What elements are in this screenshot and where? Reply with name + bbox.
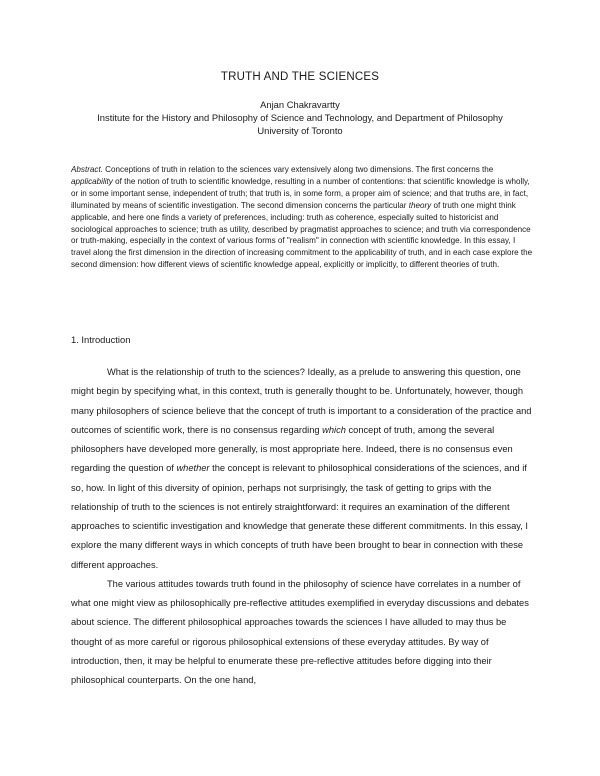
abstract	[71, 164, 534, 271]
abstract-text: of the notion of truth to scientific knowledge, resulting in a number of contentions: that scientific knowledge is wholly, or in some important sense, independent of truth; that truth is, in some form, a proper aim of science; and that truths are, in fact, illuminated by means of scientific investigation. The second dimension concerns the particular	[71, 176, 530, 210]
paragraph-text: the concept is relevant to philosophical considerations of the sciences, and if so, how. In light of this diversity of opinion, perhaps not surprisingly, the task of getting to grips with the relationship of truth to the sciences is not entirely straightforward: it requires an examination of the different approaches to scientific investigation and knowledge that generate these different commitments. In this essay, I explore the many different ways in which concepts of truth have been brought to bear in connection with these different approaches.	[71, 463, 529, 570]
paragraph-emphasis: whether	[176, 463, 210, 474]
paragraph-text: What is the relationship of truth to the sciences? Ideally, as a prelude to answering this question, one might begin by specifying what, in this context, truth is generally thought to be. Unfortunately, however, though many philosophers of science believe that the concept of truth is important to a consideration of the practice and outcomes of scientific work, there is no consensus regarding	[71, 367, 532, 435]
paragraph	[71, 363, 535, 575]
abstract-emphasis: theory	[408, 200, 432, 210]
author-block	[40, 98, 560, 137]
abstract-label: Abstract.	[71, 165, 103, 174]
paper-title: TRUTH AND THE SCIENCES	[220, 71, 380, 83]
paragraph-emphasis: which	[322, 424, 346, 435]
paragraph: The various attitudes towards truth found in the philosophy of science have correlates in a number of what one might view as philosophically pre-reflective attitudes exemplified in everyday discussions and debates about science. The different philosophical approaches towards the sciences I have alluded to may thus be thought of as more careful or rigorous philosophical extensions of these everyday attitudes. By way of introduction, then, it may be helpful to enumerate these pre-reflective attitudes before digging into their philosophical counterparts. On the one hand,	[71, 578, 529, 685]
abstract-text: Conceptions of truth in relation to the sciences vary extensively along two dimensions. The first concerns the	[102, 165, 494, 174]
body-text	[71, 363, 535, 690]
abstract-text: of truth one might think applicable, and here one finds a variety of preferences, including: truth as coherence, especially suited to historicist and sociological approaches to science; truth as utility, described by pragmatist approaches to science; and truth via correspondence or truth-making, especially in the context of various forms of "realism" in connection with scientific knowledge. In this essay, I travel along the first dimension in the direction of increasing commitment to the applicability of truth, and in each case explore the second dimension: how different views of scientific knowledge appeal, explicitly or implicitly, to different theories of truth.	[71, 200, 533, 270]
affiliation-line: University of Toronto	[257, 125, 343, 136]
section-heading: 1. Introduction	[71, 334, 131, 345]
abstract-emphasis: applicability	[71, 176, 113, 186]
paragraph-text: concept of truth, among the several philosophers have developed more generally, is most appropriate here. Indeed, there is no consensus even regarding the question of	[71, 424, 513, 474]
affiliation-line: Institute for the History and Philosophy of Science and Technology, and Department of Philosophy	[97, 112, 503, 123]
author-name: Anjan Chakravartty	[260, 99, 340, 110]
